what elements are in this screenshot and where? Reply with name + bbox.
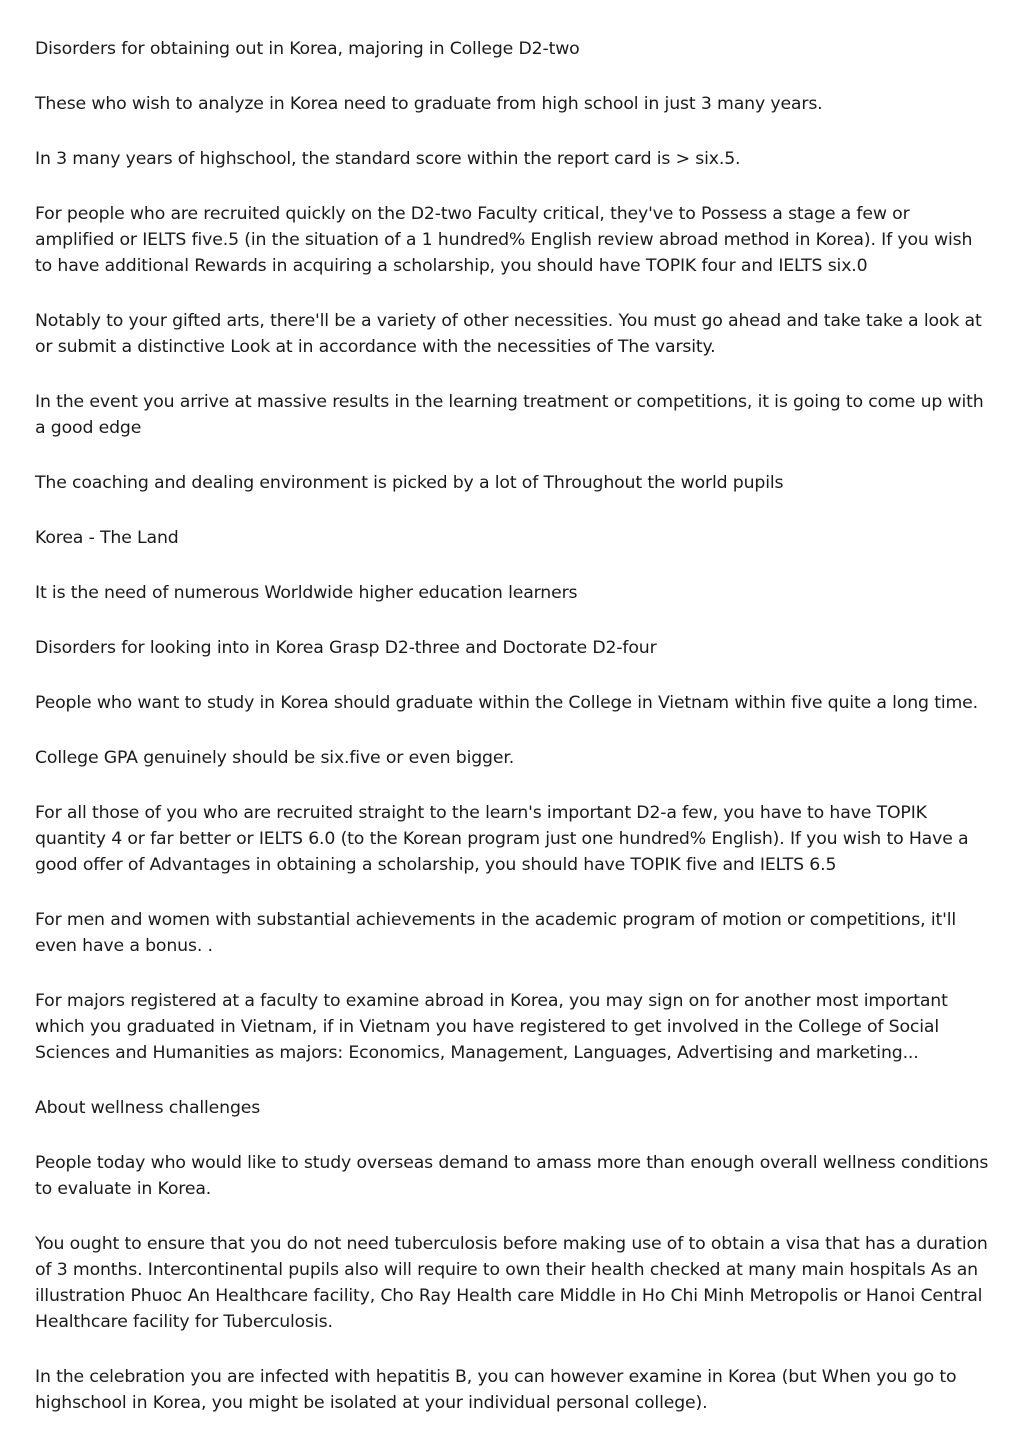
paragraph: People today who would like to study overseas demand to amass more than enough overall wellness conditions to evaluate in Korea. (35, 1153, 989, 1199)
paragraph: For people who are recruited quickly on the D2-two Faculty critical, they've to Possess a stage a few or amplified or IELTS five.5 (in the situation of a 1 hundred% English review abroad method in Korea). If you wish to have additional Rewards in acquiring a scholarship, you should have TOPIK four and IELTS six.0 (35, 204, 973, 276)
paragraph: It is the need of numerous Worldwide higher education learners (35, 583, 578, 603)
paragraph: These who wish to analyze in Korea need to graduate from high school in just 3 many years. (35, 94, 823, 114)
paragraph: You ought to ensure that you do not need tuberculosis before making use of to obtain a visa that has a duration of 3 months. Intercontinental pupils also will require to own their health checked at many main hospitals As an illustration Phuoc An Healthcare facility, Cho Ray Health care Middle in Ho Chi Minh Metropolis or Hanoi Central Healthcare facility for Tuberculosis. (35, 1234, 988, 1332)
paragraph: In 3 many years of highschool, the standard score within the report card is > six.5. (35, 149, 741, 169)
heading-undergraduate-conditions: Disorders for obtaining out in Korea, majoring in College D2-two (35, 39, 580, 59)
paragraph: College GPA genuinely should be six.five or even bigger. (35, 748, 515, 768)
paragraph: Korea - The Land (35, 528, 179, 548)
paragraph: People who want to study in Korea should graduate within the College in Vietnam within five quite a long time. (35, 693, 979, 713)
paragraph: In the event you arrive at massive results in the learning treatment or competitions, it is going to come up with a good edge (35, 392, 984, 438)
paragraph: For all those of you who are recruited straight to the learn's important D2-a few, you have to have TOPIK quantity 4 or far better or IELTS 6.0 (to the Korean program just one hundred% English). If you wish to Have a good offer of Advantages in obtaining a scholarship, you should have TOPIK five and IELTS 6.5 (35, 803, 969, 875)
paragraph: For majors registered at a faculty to examine abroad in Korea, you may sign on for another most important which you graduated in Vietnam, if in Vietnam you have registered to get involved in the College of Social Sciences and Humanities as majors: Economics, Management, Languages, Advertising and marketing... (35, 991, 948, 1063)
paragraph: The coaching and dealing environment is picked by a lot of Throughout the world pupils (35, 473, 784, 493)
heading-wellness: About wellness challenges (35, 1098, 261, 1118)
paragraph: In the celebration you are infected with hepatitis B, you can however examine in Korea (but When you go to highschool in Korea, you might be isolated at your individual personal college). (35, 1367, 957, 1413)
paragraph: Notably to your gifted arts, there'll be a variety of other necessities. You must go ahead and take take a look at or submit a distinctive Look at in accordance with the necessities of The varsity. (35, 311, 982, 357)
document-body (35, 36, 993, 1445)
heading-graduate-conditions: Disorders for looking into in Korea Grasp D2-three and Doctorate D2-four (35, 638, 657, 658)
paragraph: For men and women with substantial achievements in the academic program of motion or competitions, it'll even have a bonus. . (35, 910, 957, 956)
